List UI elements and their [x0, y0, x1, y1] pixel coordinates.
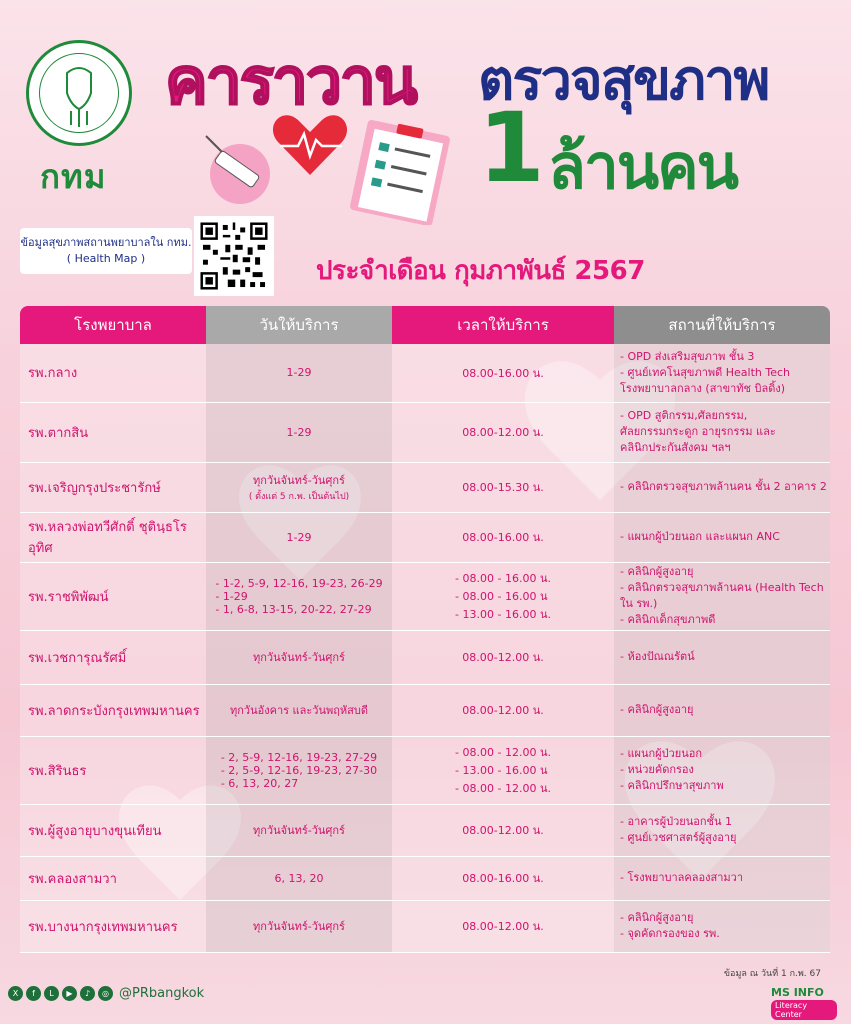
places-line: - คลินิกผู้สูงอายุ [620, 703, 694, 717]
service-place [614, 462, 830, 512]
service-days [206, 856, 392, 900]
headline-million-people: ล้านคน [548, 130, 738, 203]
header-service-place: สถานที่ให้บริการ [614, 306, 830, 344]
days-line: 1-29 [286, 530, 312, 544]
service-time [392, 402, 614, 462]
places-line: - คลินิกผู้สูงอายุ [620, 565, 694, 579]
syringe-icon [200, 130, 280, 210]
hospital-name-text: รพ.ผู้สูงอายุบางขุนเทียน [28, 823, 162, 839]
qr-code[interactable] [194, 216, 274, 296]
service-days [206, 512, 392, 562]
ms-info-logo [767, 986, 837, 1018]
service-place [614, 402, 830, 462]
times-line: - 13.00 - 16.00 น. [455, 608, 551, 621]
hospital-name [20, 344, 206, 402]
facebook-icon[interactable]: f [26, 986, 41, 1001]
hospital-name-text: รพ.คลองสามวา [28, 871, 117, 887]
service-place [614, 900, 830, 952]
places-line: - จุดคัดกรองของ รพ. [620, 927, 720, 940]
hospital-name-text: รพ.เวชการุณรัศมิ์ [28, 650, 127, 666]
hospital-name [20, 512, 206, 562]
hospital-name-text: รพ.ตากสิน [28, 425, 89, 441]
times-line: 08.00-12.00 น. [462, 704, 544, 717]
times-line: - 13.00 - 16.00 น [455, 764, 548, 777]
places-line: - หน่วยคัดกรอง [620, 763, 694, 777]
service-days [206, 630, 392, 684]
days-line: - 1-29 [215, 589, 248, 603]
service-place [614, 684, 830, 736]
days-line: - 2, 5-9, 12-16, 19-23, 27-29 [220, 750, 378, 764]
service-days [206, 462, 392, 512]
service-days [206, 402, 392, 462]
table-row [20, 344, 830, 402]
x-icon[interactable]: X [8, 986, 23, 1001]
times-line: - 08.00 - 12.00 น. [455, 746, 551, 759]
places-line: - คลินิกปรึกษาสุขภาพ [620, 778, 724, 792]
days-line: ทุกวันจันทร์-วันศุกร์ [253, 920, 345, 933]
youtube-icon[interactable]: ▶ [62, 986, 77, 1001]
ms-logo-bottom: Literacy Center [771, 1000, 837, 1020]
service-time [392, 684, 614, 736]
places-line: - คลินิกตรวจสุขภาพล้านคน ชั้น 2 อาคาร 2 [620, 480, 827, 494]
service-days [206, 562, 392, 630]
service-time [392, 856, 614, 900]
service-time [392, 630, 614, 684]
hospital-name [20, 804, 206, 856]
header-service-time: เวลาให้บริการ [392, 306, 614, 344]
days-line: 1-29 [286, 366, 312, 380]
places-line: - ศูนย์เวชศาสตร์ผู้สูงอายุ [620, 831, 737, 844]
social-handle[interactable]: @PRbangkok [119, 986, 205, 1001]
places-line: - คลินิกผู้สูงอายุ [620, 911, 694, 925]
qr-label-line1: ข้อมูลสุขภาพสถานพยาบาลใน กทม. [20, 236, 192, 249]
times-line: 08.00-15.30 น. [462, 481, 544, 494]
service-time [392, 344, 614, 402]
hospital-name [20, 562, 206, 630]
places-line: - แผนกผู้ป่วยนอก [620, 747, 703, 761]
places-line: - อาคารผู้ป่วยนอกชั้น 1 [620, 815, 733, 829]
table-row [20, 630, 830, 684]
service-days [206, 684, 392, 736]
times-line: 08.00-12.00 น. [462, 426, 544, 439]
times-line: - 08.00 - 16.00 น [455, 590, 548, 603]
times-line: 08.00-16.00 น. [462, 531, 544, 544]
data-as-of-note: ข้อมูล ณ วันที่ 1 ก.พ. 67 [723, 969, 821, 979]
days-line: 1-29 [286, 425, 312, 439]
table-row [20, 736, 830, 804]
service-time [392, 900, 614, 952]
headline-health-check: ตรวจสุขภาพ [478, 48, 769, 113]
days-line: - 6, 13, 20, 27 [220, 776, 299, 790]
times-line: 08.00-16.00 น. [462, 872, 544, 885]
service-time [392, 462, 614, 512]
days-line: - 1, 6-8, 13-15, 20-22, 27-29 [215, 602, 372, 616]
service-time [392, 512, 614, 562]
places-line: คลินิกประกันสังคม ฯลฯ [620, 440, 731, 454]
service-place [614, 562, 830, 630]
health-map-label [20, 228, 192, 274]
service-days [206, 736, 392, 804]
qr-label-line2: ( Health Map ) [66, 251, 146, 265]
hospital-name-text: รพ.กลาง [28, 366, 78, 382]
days-line: - 2, 5-9, 12-16, 19-23, 27-30 [220, 763, 378, 777]
month-title: ประจำเดือน กุมภาพันธ์ 2567 [316, 256, 645, 286]
days-line: ทุกวันจันทร์-วันศุกร์ [253, 474, 345, 487]
table-row [20, 402, 830, 462]
table-row [20, 804, 830, 856]
tiktok-icon[interactable]: ♪ [80, 986, 95, 1001]
service-place [614, 512, 830, 562]
times-line: - 08.00 - 12.00 น. [455, 782, 551, 795]
hospital-name [20, 462, 206, 512]
places-line: - OPD ส่งเสริมสุขภาพ ชั้น 3 [620, 349, 755, 363]
table-row [20, 562, 830, 630]
table-row [20, 512, 830, 562]
hospital-name [20, 684, 206, 736]
places-line: - ห้องปัณณรัตน์ [620, 650, 695, 664]
places-line: ศัลยกรรมกระดูก อายุรกรรม และ [620, 425, 776, 439]
service-place [614, 344, 830, 402]
hospital-name [20, 736, 206, 804]
bma-seal-logo [26, 40, 132, 146]
social-links [8, 986, 204, 1001]
hospital-name-text: รพ.เจริญกรุงประชารักษ์ [28, 480, 161, 496]
service-place [614, 630, 830, 684]
hospital-name [20, 402, 206, 462]
places-line: - คลินิกตรวจสุขภาพล้านคน (Health Tech ใน รพ.) [620, 581, 824, 610]
hospital-name-text: รพ.หลวงพ่อทวีศักดิ์ ชุตินฺธโร อุทิศ [28, 520, 187, 556]
places-line: - ศูนย์เทคโนสุขภาพดี Health Tech [620, 365, 791, 379]
logo-text: กทม [40, 157, 107, 196]
service-place [614, 804, 830, 856]
hospital-name-text: รพ.บางนากรุงเทพมหานคร [28, 919, 178, 935]
header-hospital: โรงพยาบาล [20, 306, 206, 344]
service-time [392, 562, 614, 630]
places-line: - OPD สูติกรรม,ศัลยกรรม, [620, 409, 748, 423]
times-line: - 08.00 - 16.00 น. [455, 572, 551, 585]
places-line: - แผนกผู้ป่วยนอก และแผนก ANC [620, 530, 780, 544]
service-days [206, 804, 392, 856]
service-place [614, 856, 830, 900]
hospital-name [20, 856, 206, 900]
hospital-name-text: รพ.ราชพิพัฒน์ [28, 589, 109, 605]
table-row [20, 684, 830, 736]
heart-icon [270, 110, 350, 180]
table-row [20, 900, 830, 952]
service-time [392, 736, 614, 804]
ms-logo-top: MS INFO [771, 986, 824, 999]
table-header-row [20, 306, 830, 344]
days-line: - 1-2, 5-9, 12-16, 19-23, 26-29 [215, 576, 383, 590]
headline-caravan: คาราวาน [165, 45, 416, 119]
hospital-name [20, 900, 206, 952]
days-line: ทุกวันจันทร์-วันศุกร์ [253, 651, 345, 664]
hospital-name-text: รพ.ลาดกระบังกรุงเทพมหานคร [28, 703, 200, 719]
service-place [614, 736, 830, 804]
days-line: ทุกวันจันทร์-วันศุกร์ [253, 824, 345, 837]
days-line: ทุกวันอังคาร และวันพฤหัสบดี [230, 704, 368, 717]
table-row [20, 462, 830, 512]
days-line: 6, 13, 20 [274, 871, 324, 885]
clipboard-checklist-icon [340, 115, 460, 225]
hospital-name [20, 630, 206, 684]
headline-number: 1 [478, 92, 545, 204]
places-line: - โรงพยาบาลคลองสามวา [620, 871, 743, 885]
days-note: ( ตั้งแต่ 5 ก.พ. เป็นต้นไป) [248, 492, 350, 502]
header-service-days: วันให้บริการ [206, 306, 392, 344]
times-line: 08.00-12.00 น. [462, 920, 544, 933]
service-time [392, 804, 614, 856]
places-line: - คลินิกเด็กสุขภาพดี [620, 612, 716, 626]
service-days [206, 900, 392, 952]
times-line: 08.00-12.00 น. [462, 651, 544, 664]
table-row [20, 856, 830, 900]
instagram-icon[interactable]: ◎ [98, 986, 113, 1001]
service-days [206, 344, 392, 402]
times-line: 08.00-12.00 น. [462, 824, 544, 837]
places-line: โรงพยาบาลกลาง (สาขาทัช บิลดิ้ง) [620, 381, 786, 395]
hospital-name-text: รพ.สิรินธร [28, 763, 87, 779]
service-schedule-table [20, 306, 830, 953]
times-line: 08.00-16.00 น. [462, 366, 544, 380]
line-icon[interactable]: L [44, 986, 59, 1001]
